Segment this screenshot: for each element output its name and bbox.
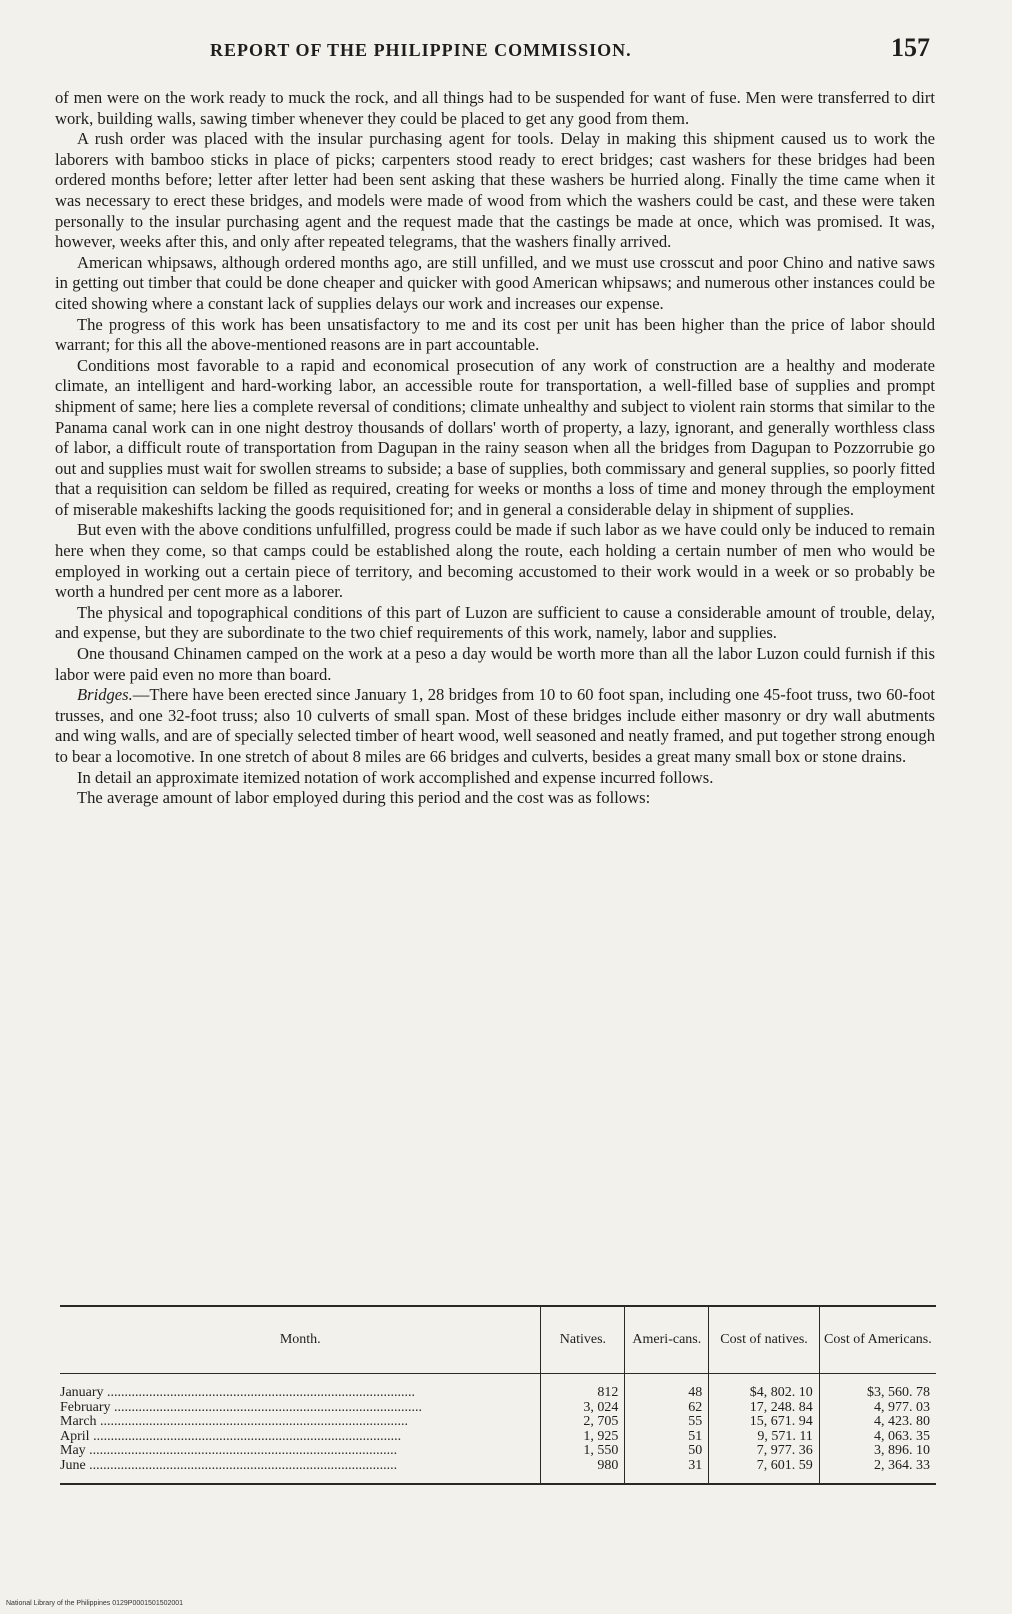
month-cell: January ..... bbox=[60, 1374, 541, 1401]
paragraph: Conditions most favorable to a rapid and economical prosecution of any work of construction are a healthy and moderate climate, an intelligent and hard-working labor, an accessible route for transportation, a well-filled base of supplies and prompt shipment of same; here lies a complete reversal of conditions; climate unhealthy and subject to violent rain storms that similar to the Panama canal work can in one night destroy thousands of dollars' worth of property, a lazy, ignorant, and generally worthless class of labor, a difficult route of transportation from Dagupan in the rainy season when all the bridges from Dagupan to Pozzorrubie go out and supplies must wait for swollen streams to subside; a base of supplies, both commissary and general supplies, so poorly fitted that a requisition can seldom be filled as required, creating for weeks or months a loss of time and money through the employment of miserable makeshifts lacking the goods requisitioned for; and in general a considerable delay in shipment of supplies. bbox=[55, 355, 935, 519]
cost-americans-cell: 3, 896. 10 bbox=[819, 1444, 936, 1459]
cost-natives-cell: 7, 977. 36 bbox=[709, 1444, 820, 1459]
cost-americans-cell: $3, 560. 78 bbox=[819, 1374, 936, 1401]
table-row bbox=[60, 1415, 936, 1430]
americans-cell: 55 bbox=[625, 1415, 709, 1430]
month-cell: March ..... bbox=[60, 1415, 541, 1430]
paragraph: American whipsaws, although ordered months ago, are still unfilled, and we must use crosscut and poor Chino and native saws in getting out timber that could be done cheaper and quicker with good American whipsaws; and numerous other instances could be cited showing where a constant lack of supplies delays our work and increases our expense. bbox=[55, 252, 935, 313]
table-row bbox=[60, 1401, 936, 1416]
scan-credit: National Library of the Philippines 0129P0001501502001 bbox=[6, 1600, 184, 1607]
bridges-paragraph bbox=[55, 685, 935, 767]
table-row bbox=[60, 1374, 936, 1401]
cost-americans-cell: 4, 423. 80 bbox=[819, 1415, 936, 1430]
table-row bbox=[60, 1430, 936, 1445]
americans-cell: 62 bbox=[625, 1401, 709, 1416]
natives-cell: 3, 024 bbox=[541, 1401, 625, 1416]
americans-cell: 51 bbox=[625, 1430, 709, 1445]
running-title: REPORT OF THE PHILIPPINE COMMISSION. bbox=[210, 40, 632, 60]
table-row bbox=[60, 1459, 936, 1485]
table-header-row bbox=[60, 1306, 936, 1374]
month-cell: April ..... bbox=[60, 1430, 541, 1445]
body-text bbox=[55, 88, 935, 809]
paragraph: One thousand Chinamen camped on the work at a peso a day would be worth more than all the labor Luzon could furnish if this labor were paid even no more than board. bbox=[55, 644, 935, 684]
page-header bbox=[60, 28, 930, 68]
labor-cost-table bbox=[60, 1305, 936, 1485]
natives-cell: 812 bbox=[541, 1374, 625, 1401]
cost-natives-cell: 9, 571. 11 bbox=[709, 1430, 820, 1445]
bridges-text: —There have been erected since January 1, 28 bridges from 10 to 60 foot span, including one 45-foot truss, two 60-foot trusses, and one 32-foot truss; also 10 culverts of small span. Most of these bridges include either masonry or dry wall abutments and wing walls, and are of specially selected timber of heart wood, well seasoned and neatly framed, and put together strong enough to bear a locomotive. In one stretch of about 8 miles are 66 bridges and culverts, besides a great many small box or stone drains. bbox=[55, 685, 935, 766]
natives-cell: 1, 550 bbox=[541, 1444, 625, 1459]
header-cost-americans: Cost of Americans. bbox=[819, 1306, 936, 1374]
header-month: Month. bbox=[60, 1306, 541, 1374]
bridges-lead: Bridges. bbox=[77, 685, 133, 705]
month-cell: June ..... bbox=[60, 1459, 541, 1485]
natives-cell: 1, 925 bbox=[541, 1430, 625, 1445]
cost-americans-cell: 2, 364. 33 bbox=[819, 1459, 936, 1485]
cost-americans-cell: 4, 977. 03 bbox=[819, 1401, 936, 1416]
paragraph: of men were on the work ready to muck the rock, and all things had to be suspended for want of fuse. Men were transferred to dirt work, building walls, sawing timber whenever they could be placed to get any good from them. bbox=[55, 88, 935, 128]
paragraph: But even with the above conditions unfulfilled, progress could be made if such labor as we have could only be induced to remain here when they come, so that camps could be established along the route, each holding a certain number of men who would be employed in working out a certain piece of territory, and becoming accustomed to their work would in a week or so probably be worth a hundred per cent more as a laborer. bbox=[55, 520, 935, 602]
header-americans: Ameri-cans. bbox=[625, 1306, 709, 1374]
cost-natives-cell: 17, 248. 84 bbox=[709, 1401, 820, 1416]
paragraph: A rush order was placed with the insular purchasing agent for tools. Delay in making this shipment caused us to work the laborers with bamboo sticks in place of picks; carpenters stood ready to erect bridges; cast washers for these bridges had been ordered months before; letter after letter had been sent asking that these washers be hurried along. Finally the time came when it was necessary to erect these bridges, and models were made of wood from which the washers could be cast, and these were taken personally to the insular purchasing agent and the request made that the castings be made at once, which was promised. It was, however, weeks after this, and only after repeated telegrams, that the washers finally arrived. bbox=[55, 129, 935, 252]
cost-natives-cell: 15, 671. 94 bbox=[709, 1415, 820, 1430]
cost-americans-cell: 4, 063. 35 bbox=[819, 1430, 936, 1445]
americans-cell: 31 bbox=[625, 1459, 709, 1485]
paragraph: In detail an approximate itemized notation of work accomplished and expense incurred follows. bbox=[77, 767, 714, 787]
labor-table bbox=[60, 1305, 936, 1485]
americans-cell: 50 bbox=[625, 1444, 709, 1459]
page-number: 157 bbox=[891, 33, 930, 62]
natives-cell: 2, 705 bbox=[541, 1415, 625, 1430]
month-cell: May ..... bbox=[60, 1444, 541, 1459]
header-cost-natives: Cost of natives. bbox=[709, 1306, 820, 1374]
natives-cell: 980 bbox=[541, 1459, 625, 1485]
cost-natives-cell: 7, 601. 59 bbox=[709, 1459, 820, 1485]
paragraph: The average amount of labor employed during this period and the cost was as follows: bbox=[77, 788, 651, 808]
header-natives: Natives. bbox=[541, 1306, 625, 1374]
table-row bbox=[60, 1444, 936, 1459]
month-cell: February ..... bbox=[60, 1401, 541, 1416]
cost-natives-cell: $4, 802. 10 bbox=[709, 1374, 820, 1401]
americans-cell: 48 bbox=[625, 1374, 709, 1401]
paragraph: The physical and topographical conditions of this part of Luzon are sufficient to cause a considerable amount of trouble, delay, and expense, but they are subordinate to the two chief requirements of this work, namely, labor and supplies. bbox=[55, 602, 935, 643]
paragraph: The progress of this work has been unsatisfactory to me and its cost per unit has been higher than the price of labor should warrant; for this all the above-mentioned reasons are in part accountable. bbox=[55, 314, 935, 355]
